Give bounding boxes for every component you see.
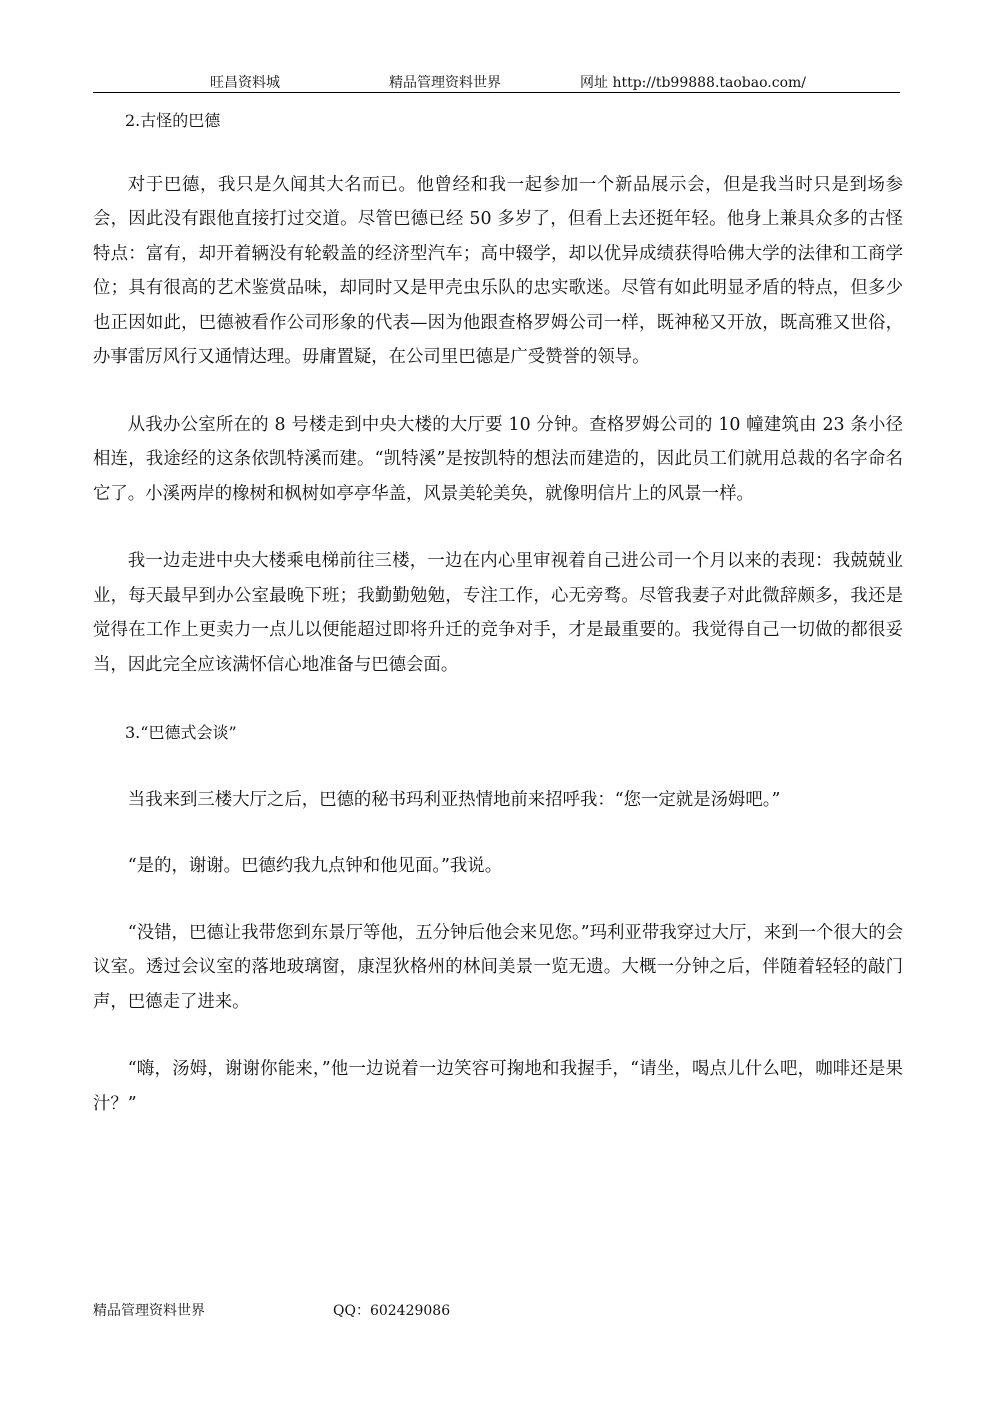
- paragraph: “是的，谢谢。巴德约我九点钟和他见面。”我说。: [127, 856, 503, 876]
- paragraph: 从我办公室所在的 8 号楼走到中央大楼的大厅要 10 分钟。查格罗姆公司的 10 幢建筑由 23 条小径相连，我途经的这条依凯特溪而建。“凯特溪”是按凯特的想法而建造的，因此员工们就用总裁的名字命名它了。小溪两岸的橡树和枫树如亭亭华盖，风景美轮美奂，就像明信片上的风景一样。: [93, 414, 903, 504]
- footer-qq: QQ：602429086: [333, 1303, 451, 1319]
- paragraph: 当我来到三楼大厅之后，巴德的秘书玛利亚热情地前来招呼我：“您一定就是汤姆吧。”: [127, 789, 781, 810]
- footer-site-slogan: 精品管理资料世界: [93, 1303, 205, 1319]
- header-url: 网址 http://tb99888.taobao.com/: [580, 75, 807, 91]
- paragraph: 对于巴德，我只是久闻其大名而已。他曾经和我一起参加一个新品展示会，但是我当时只是到场参会，因此没有跟他直接打过交道。尽管巴德已经 50 多岁了，但看上去还挺年轻。他身上兼具众多的古怪特点：富有，却开着辆没有轮毂盖的经济型汽车；高中辍学，却以优异成绩获得哈佛大学的法律和工商学位；具有很高的艺术鉴赏品味，却同时又是甲壳虫乐队的忠实歌迷。尽管有如此明显矛盾的特点，但多少也正因如此，巴德被看作公司形象的代表—因为他跟查格罗姆公司一样，既神秘又开放，既高雅又世俗，办事雷厉风行又通情达理。毋庸置疑，在公司里巴德是广受赞誉的领导。: [93, 174, 903, 367]
- header-site-name: 旺昌资料城: [210, 75, 280, 91]
- section-heading: 3.“巴德式会谈”: [125, 723, 237, 742]
- paragraph: 我一边走进中央大楼乘电梯前往三楼，一边在内心里审视着自己进公司一个月以来的表现：我兢兢业业，每天最早到办公室最晚下班；我勤勤勉勉，专注工作，心无旁骛。尽管我妻子对此微辞颇多，我还是觉得在工作上更卖力一点儿以便能超过即将升迁的竞争对手，才是最重要的。我觉得自己一切做的都很妥当，因此完全应该满怀信心地准备与巴德会面。: [93, 551, 903, 675]
- page-header: [93, 68, 900, 93]
- header-site-slogan: 精品管理资料世界: [389, 75, 501, 91]
- paragraph: “没错，巴德让我带您到东景厅等他，五分钟后他会来见您。”玛利亚带我穿过大厅，来到一个很大的会议室。透过会议室的落地玻璃窗，康涅狄格州的林间美景一览无遗。大概一分钟之后，伴随着轻轻的敲门声，巴德走了进来。: [93, 922, 903, 1012]
- section-heading: 2.古怪的巴德: [125, 111, 221, 130]
- document-body: [93, 104, 903, 1121]
- paragraph: “嗨，汤姆，谢谢你能来，”他一边说着一边笑容可掬地和我握手，“请坐，喝点儿什么吧，咖啡还是果汁？”: [93, 1059, 903, 1114]
- page-footer: [93, 1300, 451, 1320]
